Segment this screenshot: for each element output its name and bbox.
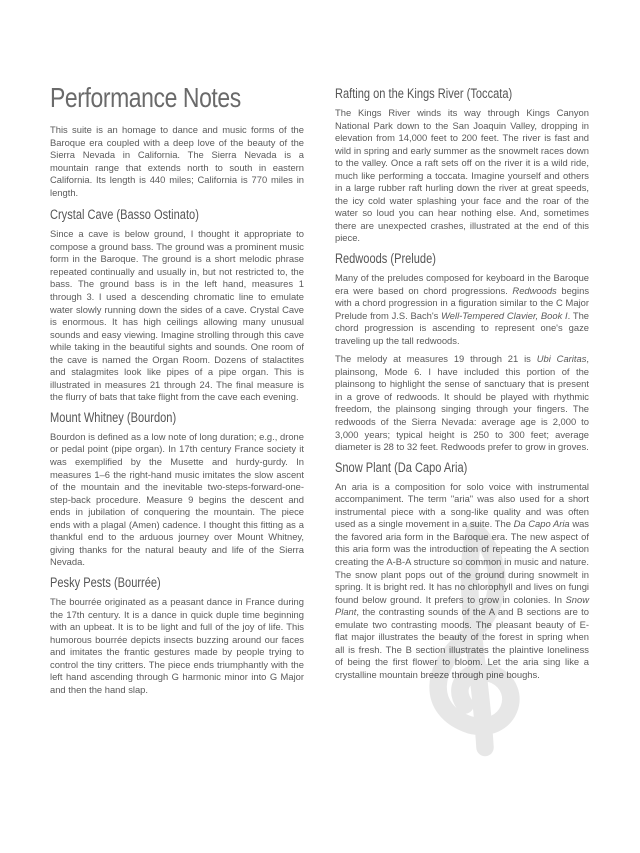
section-heading-mount-whitney: Mount Whitney (Bourdon) — [50, 409, 177, 425]
section-heading-redwoods: Redwoods (Prelude) — [335, 251, 436, 267]
pesky-pests-text: The bourrée originated as a peasant dance in France during the 17th century. It is a dance in quick duple time beginning with an upbeat. It is to be light and full of the joy of life. This humorous bourrée depicts insects buzzing around our faces and imitates the frantic gestures made by people trying to control the tiny critters. The piece ends triumphantly with the left hand ascending through G harmonic minor into G Major and then the hand slap. — [50, 595, 304, 695]
section-heading-rafting: Rafting on the Kings River (Toccata) — [335, 86, 513, 101]
left-column — [50, 124, 304, 702]
rafting-text: The Kings River winds its way through Kings Canyon National Park down to the San Joaquin Valley, dropping in elevation from 14,000 feet to 200 feet. The river is fast and wild in spring and early summer as the snowmelt races down to the valley. Once a raft sets off on the river it is a wild ride, much like performing a toccata. Imagine yourself and others in a large rubber raft hurling down the river at great speeds, the icy cold water splashing your face and the roar of the water so loud you can hear nothing else. And, sometimes there are unexpected crashes, illustrated at the end of this piece. — [335, 107, 589, 244]
crystal-cave-text: Since a cave is below ground, I thought it appropriate to compose a ground bass. The ground was a prominent music form in the Baroque. The ground is a short melodic phrase repeated continually and usually in, but not restricted to, the bass. The ground bass is in the left hand, measures 1 through 3. I used a descending chromatic line to emulate water slowly running down the sides of a cave. Crystal Cave is enormous. It has high ceilings allowing many unusual sounds and easy viewing. Imagine strolling through this cave while taking in the beautiful sights and sounds. One room of the cave is named the Organ Room. Dozens of stalactites and stalagmites look like pipes of a pipe organ. This is illustrated in measures 21 through 24. The final measure is the flurry of bats that take flight from the cave each evening. — [50, 228, 304, 403]
treble-clef-watermark-icon — [350, 510, 600, 760]
page-title: Performance Notes — [50, 82, 241, 113]
snow-plant-text: An aria is a composition for solo voice with instrumental accompaniment. The term "aria" was also used for a short instrumental piece with a song-like quality and was often used as a single movement in a suite. The Da Capo Aria was the favored aria form in the Baroque era. The new aspect of this aria form was the introduction of repeating the A section creating the A-B-A structure so common in music and nature. The snow plant pops out of the ground during snowmelt in spring. It is bright red. It has no chlorophyll and lives on fungi found below ground. It prefers to grow in colonies. In Snow Plant, the contrasting sounds of the A and B sections are to emulate two contrasting moods. The pleasant beauty of E-flat major illustrates the beauty of the forest in spring when all is fresh. The B section illustrates the plaintive loneliness of being the first flower to bloom. Let the aria sing like a crystalline mountain breeze through pine boughs. — [335, 480, 589, 680]
section-heading-pesky-pests: Pesky Pests (Bourrée) — [50, 574, 161, 590]
section-heading-crystal-cave: Crystal Cave (Basso Ostinato) — [50, 207, 199, 223]
section-heading-snow-plant: Snow Plant (Da Capo Aria) — [335, 459, 468, 475]
intro-paragraph: This suite is an homage to dance and music forms of the Baroque era coupled with a deep love of the beauty of the Sierra Nevada in California. The Sierra Nevada is a mountain range that extends north to south in eastern California. Its length is 440 miles; California is 770 miles in length. — [50, 124, 304, 198]
redwoods-text-2: The melody at measures 19 through 21 is Ubi Caritas, plainsong, Mode 6. I have included this portion of the plainsong to highlight the sense of sanctuary that is present in a grove of redwoods. It should be played with rhythmic freedom, the plainsong singing through your fingers. The redwoods of the Sierra Nevada: average age is 2,000 to 3,000 years; typical height is 250 to 300 feet; average diameter is 28 to 32 feet. Redwoods prefer to grow in groves. — [335, 353, 589, 453]
mount-whitney-text: Bourdon is defined as a low note of long duration; e.g., drone or pedal point (pipe organ). In 17th century France society it was exemplified by the Musette and hurdy-gurdy. In measures 1–6 the right-hand music imitates the slow ascent of the mountain and the inevitable two-steps-forward-one-step-back procedure. Measure 9 begins the descent and ends in jubilation of conquering the mountain. The piece ends with a plagal (Amen) cadence. I thought this fitting as a thankful end to the arduous journey over Mount Whitney, giving thanks for the natural beauty and life of the Sierra Nevada. — [50, 430, 304, 568]
redwoods-text-1: Many of the preludes composed for keyboard in the Baroque era were based on chord progressions. Redwoods begins with a chord progression in a figuration similar to the C Major Prelude from J.S. Bach's Well-Tempered Clavier, Book I. The chord progression is ascending to represent one's gaze traveling up the tall redwoods. — [335, 272, 590, 346]
